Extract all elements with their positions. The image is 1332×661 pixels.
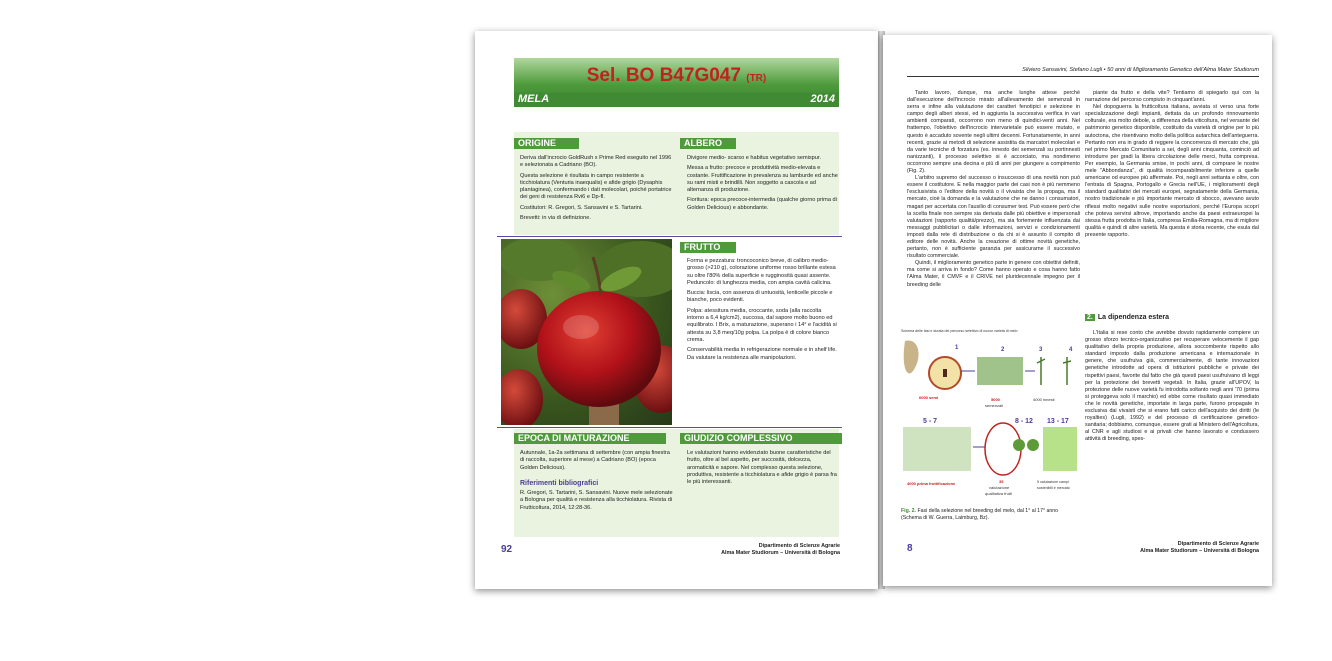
- frutto-p2: Buccia: liscia, con assenza di untuosità, lenticelle piccole e bianche, poco evidenti.: [687, 290, 833, 304]
- section-origine: ORIGINE: [514, 138, 579, 149]
- section-number: 2.: [1087, 314, 1093, 321]
- figure-caption: [901, 508, 1077, 522]
- col1-p3: Quindi, il miglioramento genetico parte in genere con obiettivi definiti, ma come si arriva in fondo? Come hanno operato e cosa hanno fatto l'Alma Mater, il CMVF e il CRIVE nel pluridecennale impegno per il breeding delle: [907, 260, 1080, 288]
- variety-strip: [514, 93, 839, 107]
- origine-p1: Deriva dall'incrocio GoldRush x Prime Red eseguito nel 1996 e selezionata a Cadriano (BO).: [520, 155, 672, 169]
- caption-text: Fasi della selezione nel breeding del melo, dal 1° al 17° anno (Schema di W. Guerra, Laimburg, Bz).: [901, 508, 1059, 521]
- col2-p3: L'Italia si rese conto che avrebbe dovuto rapidamente compiere un grosso sforzo tecnico-organizzativo per recuperare velocemente il gap qualitativo della propria produzione, allora soccombente rispetto allo standard imposto dalla produzione americana e internazionale in genere, che usufruiva già, commercialmente, di tante innovazioni genetiche introdotte ad opera di istituzioni pubbliche e private dei rispettivi paesi, favorite dal fatto che già questi paesi usufruivano di leggi per la protezione dei brevetti vegetali. In Italia, grazie all'UPOV, la protezione delle nuove varietà fu introdotta soltanto negli anni '70 (prima si proteggeva solo il marchio) ed ebbe come risultato quasi immediato che le novità genetiche, importate in larga parte, furono propagate in esclusiva dai vivaisti che si erano fatti carico dell'acquisto dei diritti (le royalties) (Lugli, 1992) e del processo di certificazione genetico-sanitaria; dobbiamo, comunque, essere grati ai Ministero dell'Agricoltura, al CNR e agli studiosi e ai privati che hanno lavorato e condussero attività di breeding, spes-: [1085, 330, 1259, 443]
- rif-text: R. Gregori, S. Tartarini, S. Sansavini. Nuove mele selezionate a Bologna per qualità e resistenza alla ticchiolatura. Rivista di Frutticoltura, 2014, 12:28-36.: [520, 490, 673, 511]
- svg-text:4000 innesti: 4000 innesti: [1033, 397, 1055, 402]
- svg-text:5000: 5000: [991, 397, 1000, 402]
- svg-text:2: 2: [1001, 347, 1005, 353]
- origine-p3: Costitutori: R. Gregori, S. Sansavini e S. Tartarini.: [520, 204, 643, 211]
- frutto-text: [687, 258, 839, 365]
- page-number-left: 92: [501, 544, 513, 555]
- seedlings-tray: [977, 357, 1023, 385]
- section-giudizio: GIUDIZIO COMPLESSIVO: [680, 433, 842, 444]
- section-heading-2: [1085, 314, 1169, 321]
- rule-bottom: [497, 427, 842, 428]
- albero-p3: Fioritura: epoca precoce-intermedia (qualche giorno prima di Golden Delicious) e abbondante.: [687, 197, 837, 211]
- right-col-2: [1085, 90, 1259, 239]
- frutto-p4: Conservabilità media in refrigerazione normale e in shelf life. Da valutare la resistenza alle manipolazioni.: [687, 347, 837, 361]
- section-title: La dipendenza estera: [1097, 314, 1170, 321]
- svg-text:5 valutazione campi: 5 valutazione campi: [1037, 480, 1069, 484]
- right-col-2b: [1085, 330, 1259, 444]
- orchard-photo: [903, 427, 971, 471]
- footer-left-line2: Alma Mater Studiorum – Università di Bologna: [721, 549, 840, 556]
- figure-heading: Schema delle fasi e durata del percorso selettivo di nuove varietà di melo: [901, 329, 1018, 333]
- albero-text: [687, 155, 839, 215]
- variety-header: [514, 58, 839, 107]
- footer-right: [1140, 541, 1259, 554]
- svg-text:8 - 12: 8 - 12: [1015, 418, 1033, 425]
- col2-p1: piante da frutto e della vite? Tentiamo di spiegarlo qui con la narrazione del percorso compiuto in cinquant'anni.: [1085, 90, 1259, 104]
- variety-title: Sel. BO B47G047 (TR): [586, 65, 767, 86]
- frutto-p1: Forma e pezzatura: troncoconico breve, di calibro medio-grosso (>210 g), colorazione uniforme rosso brillante estesa su oltre l'80% della superficie e rugginosità quasi assente. Peduncolo: di lunghezza media, con ampia cavità calicina.: [687, 258, 836, 286]
- section-albero: ALBERO: [680, 138, 736, 149]
- svg-text:6000 semi: 6000 semi: [919, 395, 939, 400]
- origine-text: [520, 155, 673, 225]
- running-head: Silviero Sansavini, Stefano Lugli • 50 anni di Miglioramento Genetico dell'Alma Mater Studiorum: [1022, 67, 1259, 73]
- rule-top: [497, 236, 842, 237]
- final-trees-box: [1043, 427, 1077, 471]
- col2-p2: Nel dopoguerra la frutticoltura italiana, avviata sì verso una forte specializzazione degli impianti, dettata da un profondo rinnovamento colturale, era molto debole, a differenza della viticoltura, nel versante del patrimonio genetico disponibile, costituito da varietà di origine per lo più autoctona, che risentivano molto della politica autarchica dell'anteguerra. Pertanto non era in grado di reggere la concorrenza di mercato che, già nel primo Mercato Comunitario a sei, degli anni cinquanta, cominciò ad introdurre per gradi la libera circolazione delle merci, frutta compresa. Per esempio, la Germania smise, in pochi anni, di comprare le nostre mele "Abbondanza", di qualità incomparabilmente inferiore a quelle americane od europee più affermate. Poi, negli anni settanta e oltre, con l'entrata di Spagna, Portogallo e Grecia nell'UE, i miglioramenti degli standard qualitativi dei mercati europei, segnatamente della Germania, nostro tradizionale e più importante mercato di sbocco, avevano avuto riflessi molto negativi sulle nostre esportazioni, perché l'Europa scoprì che poteva servirsi altrove, importando anche da paesi extraeuropei la stessa frutta prodotta in Italia, compresa Emilia-Romagna, ma di migliore qualità e quindi di altre varietà. Ma questa è storia recente, che esula dal presente rapporto.: [1085, 104, 1259, 238]
- footer-right-line1: Dipartimento di Scienze Agrarie: [1177, 541, 1259, 547]
- epoca-text: [520, 450, 673, 515]
- origine-p4: Brevetti: in via di definizione.: [520, 215, 591, 222]
- footer-right-line2: Alma Mater Studiorum – Università di Bologna: [1140, 547, 1259, 554]
- right-page: [883, 35, 1272, 586]
- svg-text:4000 prima fruttificazione: 4000 prima fruttificazione: [907, 481, 956, 486]
- figure-breeding-scheme: [901, 327, 1077, 504]
- svg-text:3: 3: [1039, 347, 1043, 353]
- svg-text:semenzali: semenzali: [985, 403, 1004, 408]
- left-page: [475, 31, 878, 589]
- apple-photo: [501, 239, 672, 425]
- epoca-p1: Autunnale, 1a-2a settimana di settembre (con ampia finestra di raccolta, superiore al mese) a Cadriano (BO) (epoca Golden Delicious).: [520, 450, 670, 471]
- right-col-1: [907, 90, 1080, 289]
- footer-left: [721, 543, 840, 556]
- svg-text:13 - 17: 13 - 17: [1047, 418, 1069, 425]
- running-head-rule: [907, 76, 1259, 77]
- albero-p2: Messa a frutto: precoce e produttività medio-elevata e costante. Fruttificazione in prevalenza su lamburde ed anche su rami misti e brindilli. Non soggetto a cascola e ad alternanza di produzione.: [687, 165, 838, 194]
- col1-p2: L'arbitro supremo del successo o insuccesso di una novità non può essere il costitutore. E nella maggior parte dei casi non è più nemmeno l'esclusivista o l'editore della novità o il vivaista che la propaga, ma il mercato, cioè la domanda e la valutazione che ne danno i consumatori, magari per accertata con l'ausilio di consumer test. Può essere però che la scelta finale non sempre sia derivata dalle più obiettive e impersonali valutazioni (rapporto qualità/prezzo), ma sia fortemente influenzata dai messaggi pubblicitari o dalle informazioni, servizi e condizionamenti imposti dalla rete di distribuzione o da chi si è assunto il compito di editore delle novità. Anche la creazione di ottime novità genetiche, pertanto, non è sufficiente garanzia per assicurarne il successivo risultato commerciale.: [907, 175, 1080, 260]
- section-epoca: EPOCA DI MATURAZIONE: [514, 433, 666, 444]
- svg-text:qualitativa frutti: qualitativa frutti: [985, 491, 1012, 496]
- apple-branch-icon: [904, 340, 919, 373]
- origine-p2: Questa selezione è risultata in campo resistente a ticchiolatura (Venturia inaequalis) e afide grigio (Dysaphis plantaginea), confermando i dati molecolari, poiché portatrice dei geni di resistenza Rvi6 e Dp-fl.: [520, 172, 672, 201]
- col1-p1: Tanto lavoro, dunque, ma anche lunghe attese perché dall'esecuzione dell'incrocio mirato all'allevamento dei semenzali in serra e infine alla valutazione dei caratteri fenotipici e selezione in campo degli alberi stessi, ed in aggiunta la successiva verifica in vari ambienti comparati, occorrono non meno di quindici-venti anni. Nel frattempo, l'obiettivo dell'incrocio intervarietale può essere mutato, e questo è accaduto sovente negli ultimi decenni. Fortunatamente, in anni recenti, grazie ai metodi di selezione assistita da marcatori molecolari e da varie tecniche di forzatura (es. innesto dei semenzali su portinnesti nanizzanti), il processo selettivo si è accorciato, ma nondimeno occorrono sempre una decina e più di anni per giungere a compimento (Fig. 2).: [907, 90, 1080, 175]
- frutto-p3: Polpa: atessitura media, croccante, soda (alla raccolta intorno a 6,4 kg/cm2), succosa, dal sapore molto buono ed equilibrato. I Brix, a maturazione, superano i 14° e l'acidità si attesta su 3,8 meq/10g polpa. La polpa è di colore bianco crema.: [687, 307, 837, 343]
- apple-photo-graphic: [501, 239, 672, 425]
- year-label: 2014: [810, 93, 835, 105]
- svg-text:1: 1: [955, 345, 959, 351]
- species-label: MELA: [518, 93, 550, 105]
- page-number-right: 8: [907, 543, 913, 554]
- svg-text:5 - 7: 5 - 7: [923, 418, 938, 425]
- breeding-scheme-diagram: [901, 327, 1077, 504]
- svg-text:valutazione: valutazione: [989, 485, 1010, 490]
- giudizio-p1: Le valutazioni hanno evidenziato buone caratteristiche del frutto, oltre al bel aspetto, per succosità, dolcezza, aromaticità e sapore. Nel complesso questa selezione, produttiva, resistente a ticchiolatura e afide grigio è parsa fra le più interessanti.: [687, 450, 837, 486]
- section-frutto: FRUTTO: [680, 242, 736, 253]
- giudizio-text: [687, 450, 839, 489]
- svg-text:sostenibili e mercato: sostenibili e mercato: [1037, 486, 1070, 490]
- variety-title-suffix: (TR): [746, 73, 767, 84]
- footer-left-line1: Dipartimento di Scienze Agrarie: [758, 543, 840, 549]
- svg-text:35: 35: [999, 479, 1004, 484]
- svg-text:4: 4: [1069, 347, 1073, 353]
- caption-label: Fig. 2.: [901, 508, 916, 514]
- albero-p1: Divigore medio- scarso e habitus vegetativo semispur.: [687, 155, 822, 161]
- rif-label: Riferimenti bibliografici: [520, 479, 599, 487]
